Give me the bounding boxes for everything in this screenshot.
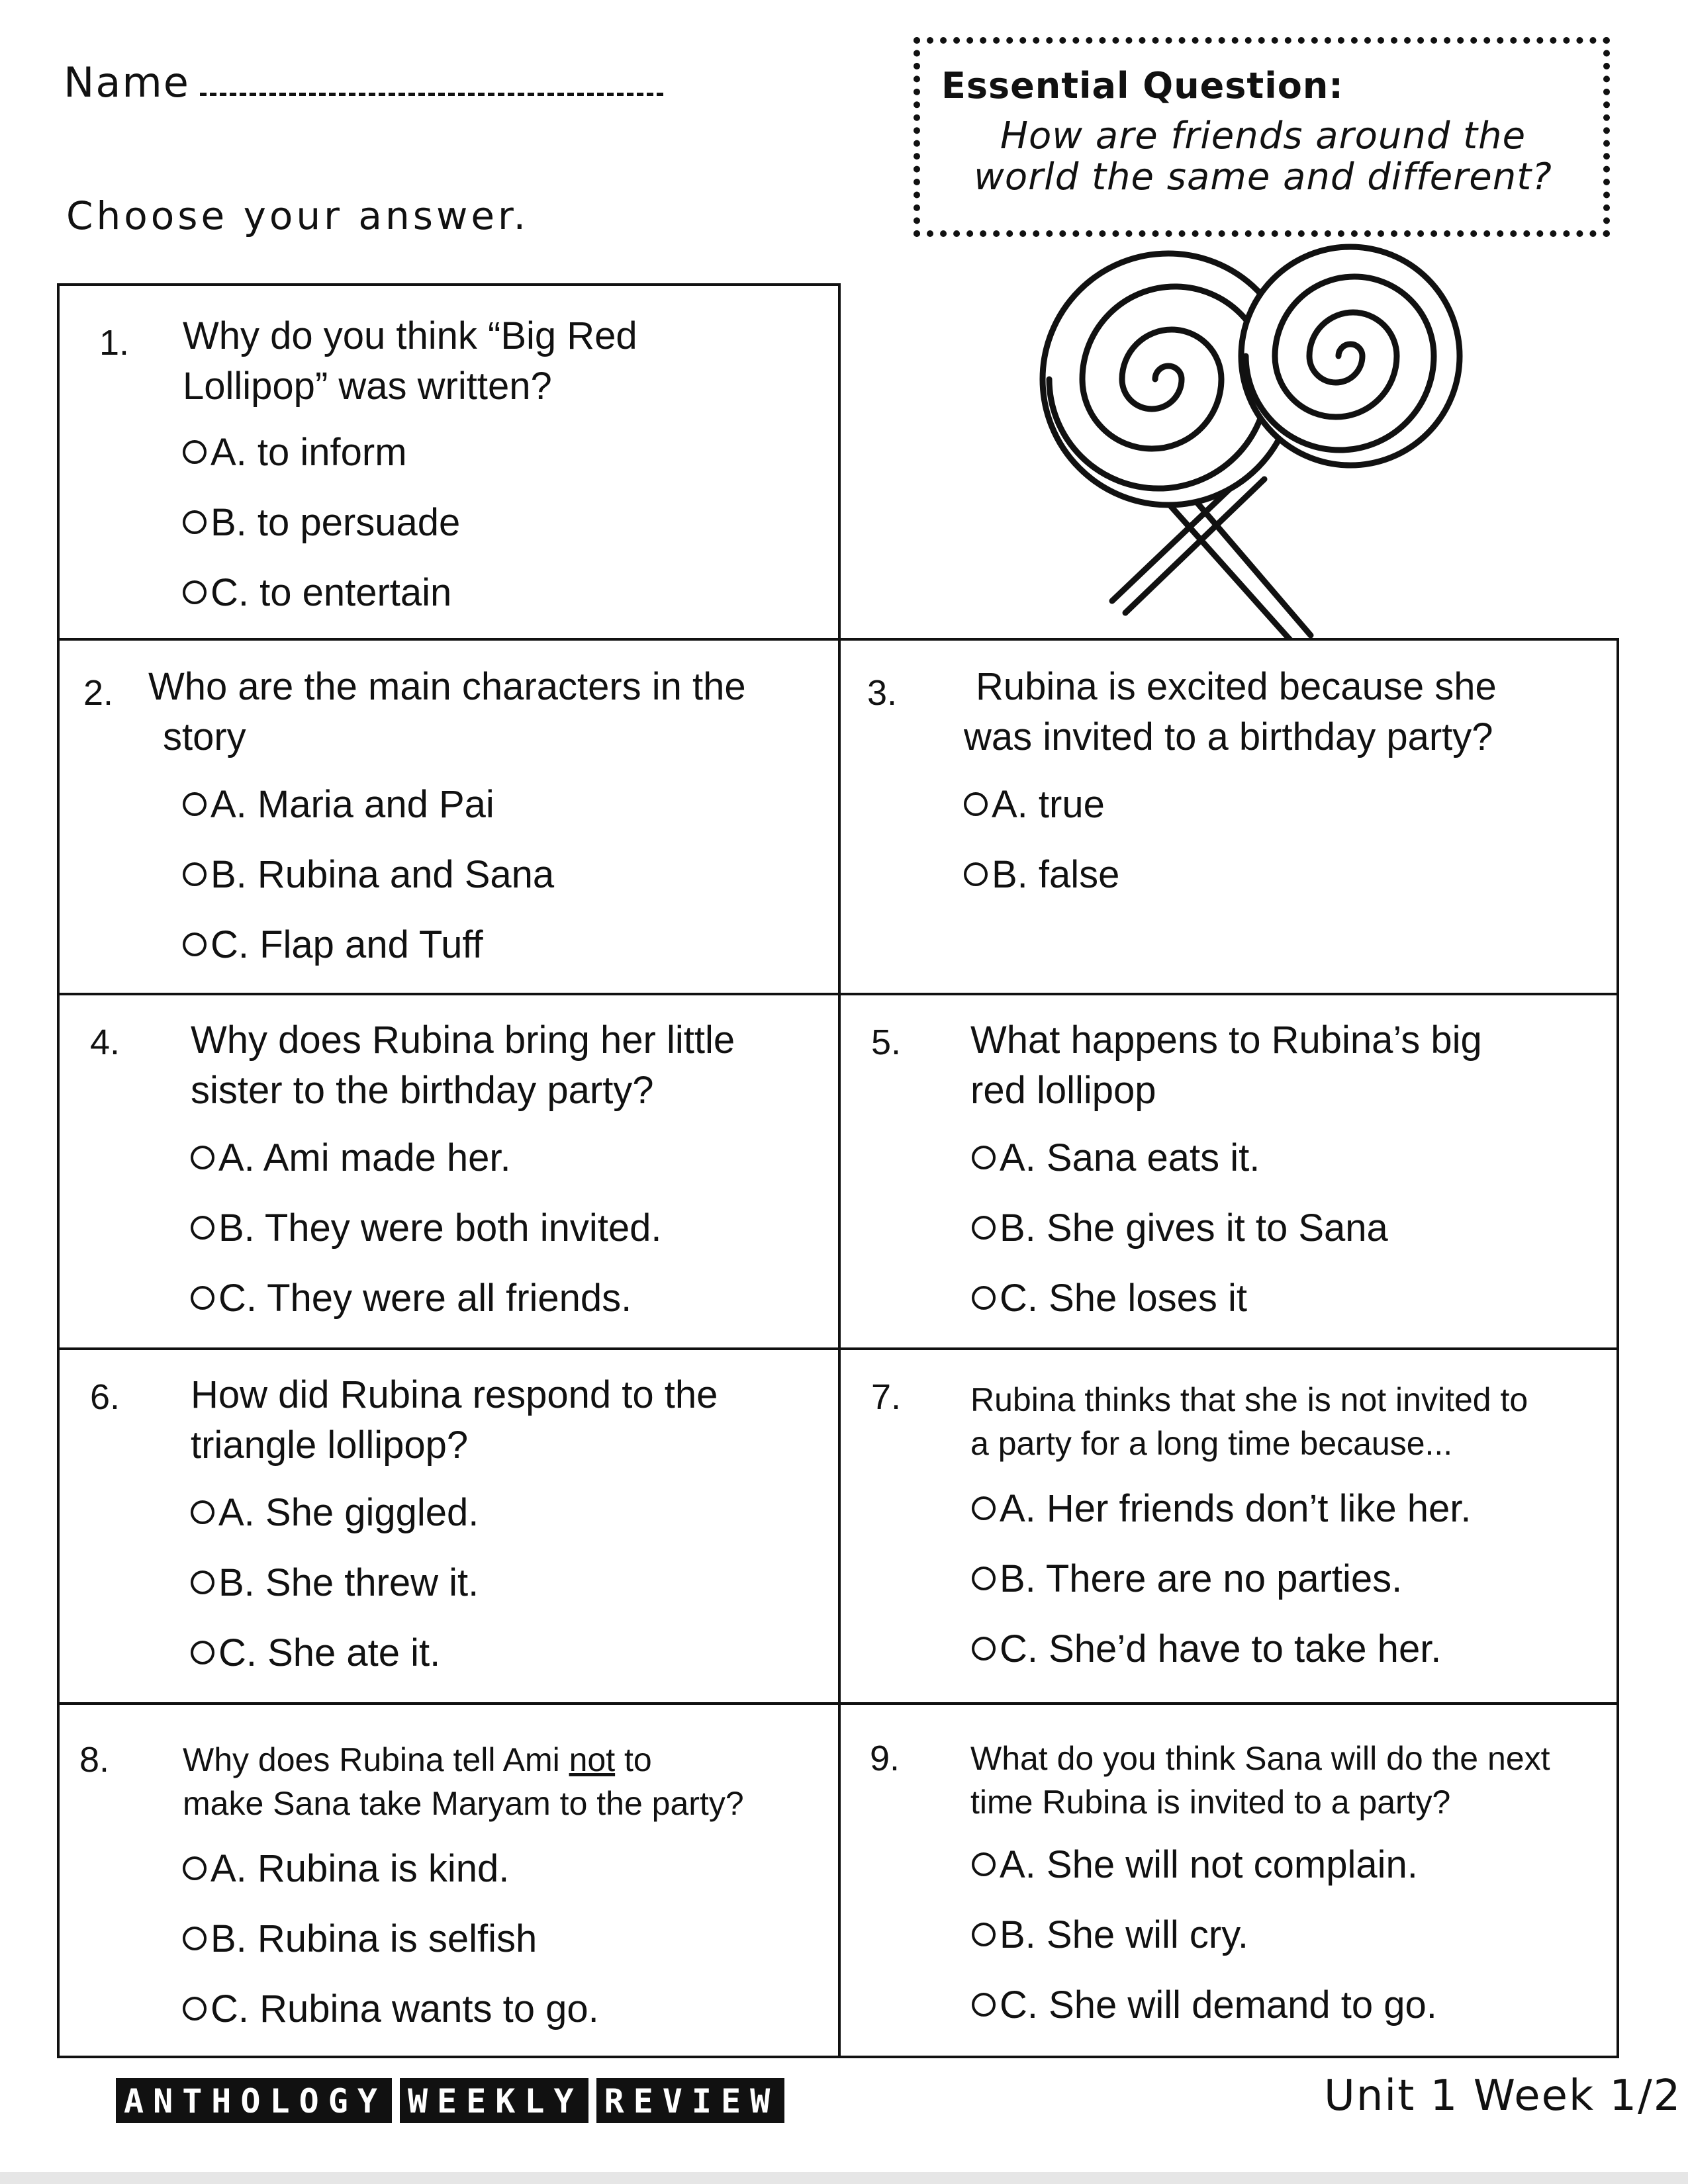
question-5-option-a[interactable] [972,1136,1260,1180]
radio-circle-icon[interactable] [191,1146,214,1169]
banner-word-weekly: WEEKLY [400,2078,588,2123]
question-2-text [148,662,746,762]
option-label: C. She’d have to take her. [1000,1627,1442,1670]
question-6-option-a[interactable] [191,1490,479,1535]
option-label: C. They were all friends. [218,1277,632,1320]
question-4-text-line-2: sister to the birthday party? [191,1069,654,1112]
question-2-option-b[interactable] [183,852,554,897]
question-1-option-c[interactable] [183,570,451,615]
radio-circle-icon[interactable] [183,792,207,816]
banner-word-anthology: ANTHOLOGY [116,2078,392,2123]
question-7-option-c[interactable] [972,1627,1441,1671]
question-6-text-line-1: How did Rubina respond to the [191,1373,718,1416]
essential-question-line-1: How are friends around the [1000,114,1526,158]
question-8-option-b[interactable] [183,1917,537,1961]
option-label: B. Rubina and Sana [211,853,555,896]
question-5-text-line-1: What happens to Rubina’s big [970,1019,1482,1062]
question-9-text-line-2: time Rubina is invited to a party? [970,1784,1451,1821]
radio-circle-icon[interactable] [964,792,988,816]
question-8-text-line-2: make Sana take Maryam to the party? [183,1785,744,1822]
option-label: B. She gives it to Sana [1000,1206,1388,1250]
text-segment: Why does Rubina tell Ami [183,1741,569,1778]
essential-question-text [941,116,1585,198]
radio-circle-icon[interactable] [972,1852,996,1876]
question-6-text-line-2: triangle lollipop? [191,1424,469,1467]
radio-circle-icon[interactable] [972,1567,996,1590]
question-4-option-c[interactable] [191,1276,632,1320]
option-label: C. Flap and Tuff [211,923,483,966]
question-1-option-b[interactable] [183,500,460,545]
option-label: C. She loses it [1000,1277,1247,1320]
anthology-weekly-review-banner [116,2078,784,2123]
question-4-text-line-1: Why does Rubina bring her little [191,1019,735,1062]
question-2-text-line-2: story [163,715,246,758]
question-6-option-b[interactable] [191,1561,479,1605]
question-5-box [838,993,1619,1350]
question-1-box [57,283,841,641]
underlined-word: not [569,1741,616,1778]
question-5-text [970,1015,1482,1116]
question-9-number: 9. [870,1739,900,1778]
banner-word-review: REVIEW [596,2078,785,2123]
unit-week-label: Unit 1 Week 1/2 [1324,2071,1682,2120]
option-label: C. She will demand to go. [1000,1983,1437,2026]
option-label: A. Rubina is kind. [211,1847,510,1890]
option-label: B. She will cry. [1000,1913,1249,1956]
question-2-option-c[interactable] [183,923,483,967]
question-9-option-a[interactable] [972,1843,1418,1887]
radio-circle-icon[interactable] [183,1856,207,1880]
radio-circle-icon[interactable] [191,1286,214,1310]
radio-circle-icon[interactable] [183,1927,207,1950]
question-7-text-line-1: Rubina thinks that she is not invited to [970,1381,1528,1418]
question-1-option-a[interactable] [183,430,407,475]
option-label: A. Sana eats it. [1000,1136,1260,1179]
question-4-option-a[interactable] [191,1136,511,1180]
option-label: B. Rubina is selfish [211,1917,538,1960]
essential-question-line-2: world the same and different? [974,156,1552,199]
radio-circle-icon[interactable] [972,1216,996,1240]
radio-circle-icon[interactable] [183,862,207,886]
question-5-number: 5. [871,1023,902,1062]
radio-circle-icon[interactable] [972,1637,996,1661]
option-label: A. Ami made her. [218,1136,511,1179]
option-label: B. She threw it. [218,1561,479,1604]
option-label: C. Rubina wants to go. [211,1987,599,2030]
question-7-text [970,1378,1528,1465]
question-5-option-b[interactable] [972,1206,1388,1250]
question-2-number: 2. [83,673,114,713]
radio-circle-icon[interactable] [191,1216,214,1240]
question-6-box [57,1347,841,1705]
text-segment: to [615,1741,652,1778]
radio-circle-icon[interactable] [964,862,988,886]
question-3-number: 3. [867,673,898,713]
radio-circle-icon[interactable] [183,1997,207,2021]
question-1-text-line-2: Lollipop” was written? [183,365,552,408]
option-label: B. They were both invited. [218,1206,662,1250]
question-3-box [838,638,1619,995]
question-8-option-a[interactable] [183,1846,509,1891]
essential-question-title: Essential Question: [941,65,1344,107]
radio-circle-icon[interactable] [183,580,207,604]
question-6-text [191,1370,718,1471]
question-5-text-line-2: red lollipop [970,1069,1156,1112]
name-blank-line[interactable] [200,93,663,96]
question-7-option-b[interactable] [972,1557,1402,1601]
question-5-option-c[interactable] [972,1276,1247,1320]
question-7-number: 7. [871,1377,902,1417]
question-3-option-b[interactable] [964,852,1119,897]
question-3-text-line-1: Rubina is excited because she [976,665,1497,708]
question-4-box [57,993,841,1350]
question-8-text [183,1738,744,1825]
radio-circle-icon[interactable] [972,1923,996,1946]
question-3-text [964,662,1497,762]
radio-circle-icon[interactable] [191,1641,214,1664]
option-label: A. Maria and Pai [211,783,494,826]
instructions: Choose your answer. [66,193,530,238]
question-2-text-line-1: Who are the main characters in the [148,665,746,708]
question-7-text-line-2: a party for a long time because... [970,1425,1453,1462]
radio-circle-icon[interactable] [183,933,207,956]
option-label: A. to inform [211,431,407,474]
question-4-text [191,1015,735,1116]
option-label: A. true [992,783,1105,826]
radio-circle-icon[interactable] [183,510,207,534]
question-2-option-a[interactable] [183,782,494,827]
radio-circle-icon[interactable] [191,1500,214,1524]
question-9-text [970,1737,1550,1824]
radio-circle-icon[interactable] [972,1286,996,1310]
option-label: B. There are no parties. [1000,1557,1403,1600]
question-4-number: 4. [90,1023,120,1062]
question-9-box [838,1702,1619,2058]
question-3-text-line-2: was invited to a birthday party? [964,715,1493,758]
question-7-option-a[interactable] [972,1486,1471,1531]
option-label: B. to persuade [211,501,461,544]
question-6-number: 6. [90,1377,120,1417]
radio-circle-icon[interactable] [972,1993,996,2017]
radio-circle-icon[interactable] [191,1570,214,1594]
option-label: A. She will not complain. [1000,1843,1418,1886]
question-9-option-c[interactable] [972,1983,1437,2027]
name-label: Name [64,58,190,107]
question-4-option-b[interactable] [191,1206,662,1250]
question-8-option-c[interactable] [183,1987,599,2031]
option-label: B. false [992,853,1120,896]
question-2-box [57,638,841,995]
question-3-option-a[interactable] [964,782,1105,827]
radio-circle-icon[interactable] [972,1146,996,1169]
question-7-box [838,1347,1619,1705]
question-8-text-line-1 [183,1738,744,1782]
question-9-option-b[interactable] [972,1913,1248,1957]
radio-circle-icon[interactable] [972,1496,996,1520]
question-1-text-line-1: Why do you think “Big Red [183,314,637,357]
radio-circle-icon[interactable] [183,440,207,464]
option-label: A. She giggled. [218,1491,479,1534]
lollipop-illustration [1033,244,1496,654]
option-label: C. She ate it. [218,1631,441,1674]
page-bottom-edge [0,2172,1688,2184]
question-1-text [183,311,637,412]
option-label: C. to entertain [211,571,452,614]
question-1-number: 1. [99,323,130,363]
question-9-text-line-1: What do you think Sana will do the next [970,1740,1550,1777]
essential-question-box [914,37,1610,237]
question-6-option-c[interactable] [191,1631,440,1675]
question-8-number: 8. [79,1740,110,1780]
option-label: A. Her friends don’t like her. [1000,1487,1472,1530]
question-8-box [57,1702,841,2058]
